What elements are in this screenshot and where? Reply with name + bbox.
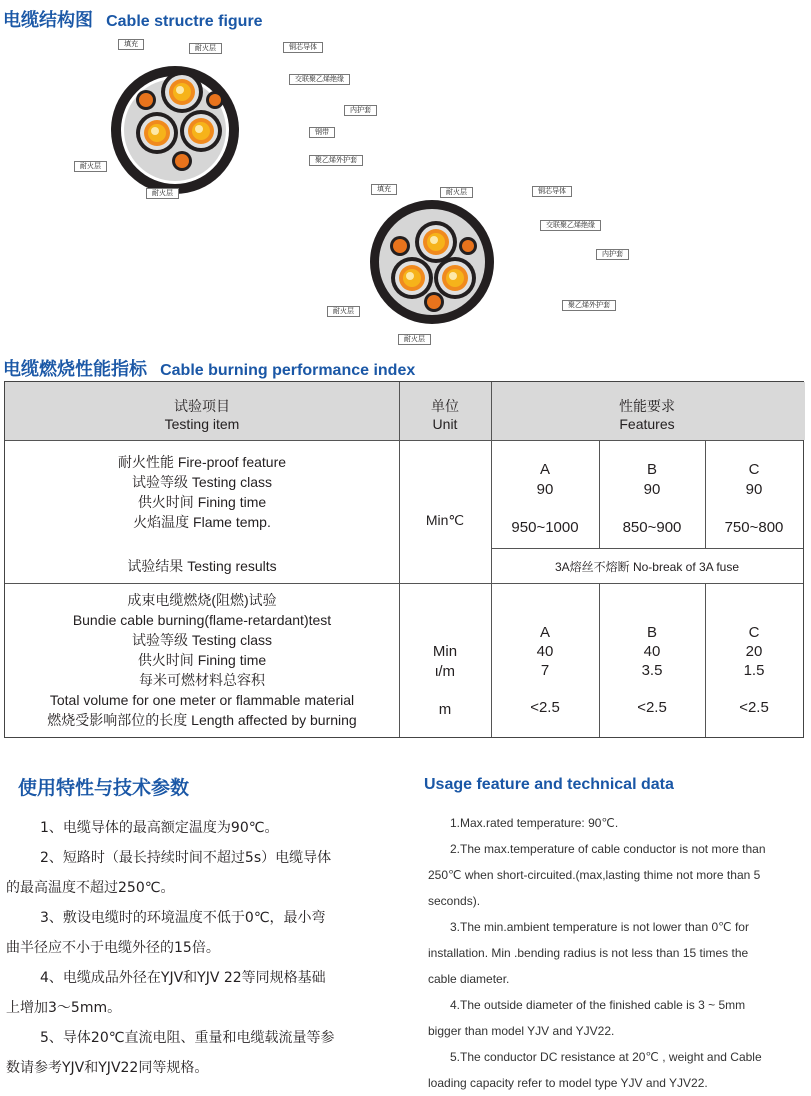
fire-col-c: C 90 750~800 [724,461,784,536]
section3-title-cn: 使用特性与技术参数 [18,777,190,799]
bundle-col-c: C 20 1.5 <2.5 [739,624,769,716]
label-copper-core-1: 铜芯导体 [283,42,323,53]
label-inner-sheath-2: 内护套 [596,249,629,260]
label-outer-sheath-1: 聚乙烯外护套 [309,155,363,166]
section2-title-cn: 电缆燃烧性能指标 [3,359,147,380]
label-fire-layer-2a: 耐火层 [440,187,473,198]
label-fire-layer-1c: 耐火层 [146,188,179,199]
bundle-col-b: B 40 3.5 <2.5 [637,624,667,716]
label-outer-sheath-2: 聚乙烯外护套 [562,300,616,311]
fire-col-a: A 90 950~1000 [511,461,579,536]
label-xlpe-insulation-2: 交联聚乙烯绝缘 [540,220,601,231]
fire-col-b: B 90 850~900 [622,461,682,536]
label-steel-tape-1: 钢带 [309,127,335,138]
cable-figure-2 [0,180,811,350]
section1-heading [3,6,263,32]
usage-text-cn: 1、电缆导体的最高额定温度为90℃。 2、短路时（最长持续时间不超过5s）电缆导体 的最高温度不超过250℃。 3、敷设电缆时的环境温度不低于0℃，最小弯 曲半径应不小于电缆外径的15倍。 4、电缆成品外径在YJV和YJV 22等同规格基础 上增加3～5mm。 5、导体20℃直流电阻、重量和电缆载流量等参 数请参考YJV和YJV22同等规格。 [6,820,335,1076]
label-fire-layer-1b: 耐火层 [74,161,107,172]
section1-title-en: Cable structre figure [106,13,263,30]
bundle-col-a: A 40 7 <2.5 [530,624,560,716]
bundle-test-items: 成束电缆燃烧(阻燃)试验 Bundie cable burning(flame-retardant)test 试验等级 Testing class 供火时间 Fining time 每米可燃材料总容积 Total volume for one meter or flammable material 燃烧受影响部位的长度 Length affected by burning [47,592,357,728]
bundle-units: Min ι/m m [432,643,458,718]
fire-test-result: 3A熔丝不熔断 No-break of 3A fuse [554,560,740,574]
section3-title-en: Usage feature and technical data [424,776,674,793]
fire-test-result-label: 试验结果 Testing results [127,558,277,574]
burning-performance-table [4,381,804,738]
label-fire-layer-2b: 耐火层 [327,306,360,317]
label-inner-sheath-1: 内护套 [344,105,377,116]
section2-heading [3,355,415,381]
fire-test-items: 耐火性能 Fire-proof feature 试验等级 Testing class 供火时间 Fining time 火焰温度 Flame temp. [117,454,287,530]
fire-test-unit: Min℃ [425,512,465,528]
header-testing-item: 试验项目 Testing item [164,398,240,432]
label-fire-layer-1a: 耐火层 [189,43,222,54]
section2-title-en: Cable burning performance index [160,362,416,379]
cable-cross-section-2 [0,180,811,350]
section1-title-cn: 电缆结构图 [3,10,93,31]
header-features: 性能要求 Features [619,398,675,432]
label-fill-1: 填充 [118,39,144,50]
label-fill-2: 填充 [371,184,397,195]
usage-text-en: 1.Max.rated temperature: 90℃. 2.The max.temperature of cable conductor is not more than 250℃ when short-circuited.(max,lasting thime not more than 5 seconds). 3.The min.ambient temperature is not lower than 0℃ for installation. Min .bending radius is not less than 15 times the cable diameter. 4.The outside diameter of the finished cable is 3 ~ 5mm bigger than model YJV and YJV22. 5.The conductor DC resistance at 20℃ , weight and Cable loading capacity refer to model type YJV and YJV22. [428,816,766,1090]
header-unit: 单位 Unit [431,398,459,432]
label-xlpe-insulation-1: 交联聚乙烯绝缘 [289,74,350,85]
label-copper-core-2: 铜芯导体 [532,186,572,197]
label-fire-layer-2c: 耐火层 [398,334,431,345]
